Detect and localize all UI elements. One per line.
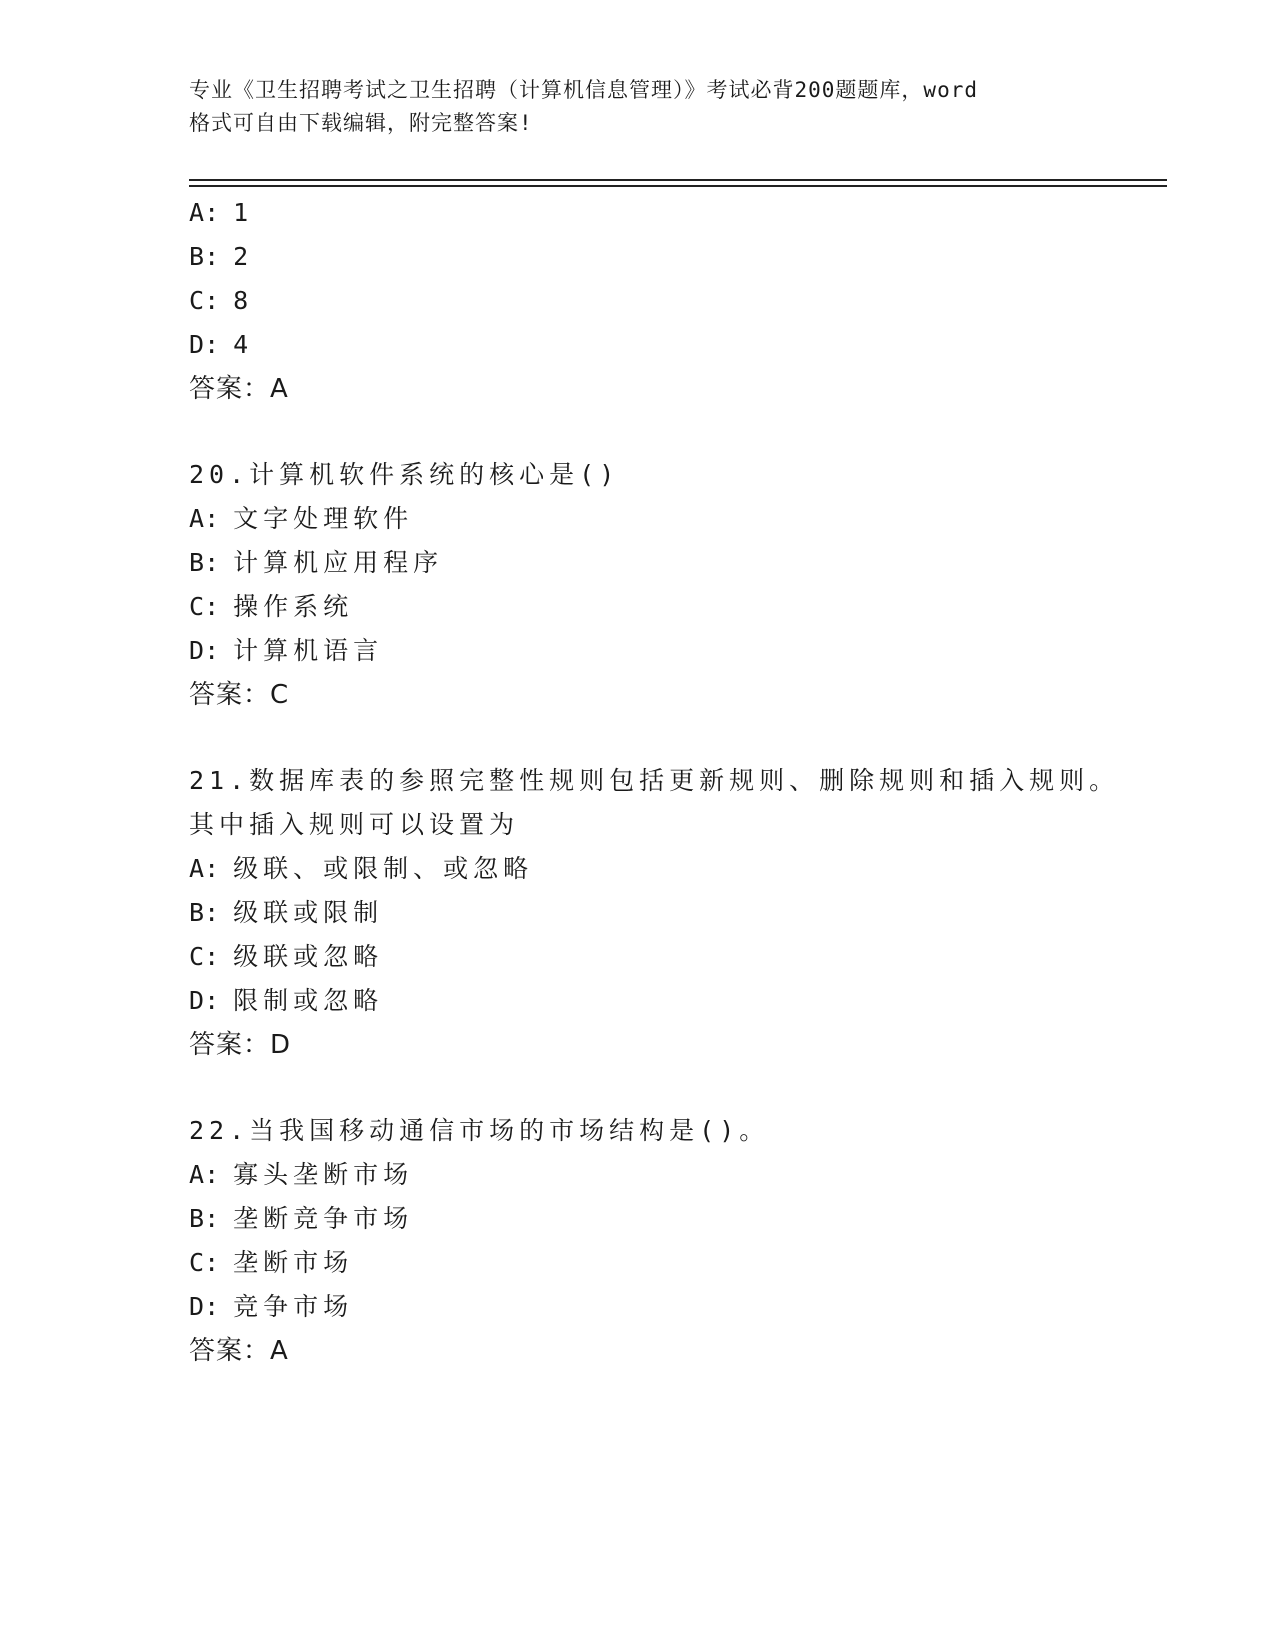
q20-option-b: B: 计算机应用程序: [189, 548, 444, 577]
q20-option-d-text: 计算机语言: [233, 636, 384, 665]
q20-option-c-text: 操作系统: [233, 592, 354, 621]
header-divider-top: [189, 179, 1167, 181]
q22-option-d-text: 竞争市场: [233, 1292, 354, 1321]
q19-option-c-text: 8: [233, 286, 254, 315]
q19-option-c: C: 8: [189, 286, 254, 315]
q20-option-a: A: 文字处理软件: [189, 504, 414, 533]
q22-option-b-text: 垄断竞争市场: [233, 1204, 414, 1233]
header-line-2: 格式可自由下载编辑，附完整答案!: [189, 111, 533, 135]
q20-option-a-text: 文字处理软件: [233, 504, 414, 533]
q21-question-line-2: 其中插入规则可以设置为: [189, 810, 520, 839]
q19-answer: 答案：A: [189, 374, 289, 404]
q21-option-c: C: 级联或忽略: [189, 942, 384, 971]
q22-option-b: B: 垄断竞争市场: [189, 1204, 414, 1233]
q19-option-a: A: 1: [189, 198, 254, 227]
q21-question-line-1: 21.数据库表的参照完整性规则包括更新规则、删除规则和插入规则。: [189, 766, 1120, 795]
q22-option-a-text: 寡头垄断市场: [233, 1160, 414, 1189]
q20-option-d: D: 计算机语言: [189, 636, 384, 665]
q21-option-b: B: 级联或限制: [189, 898, 384, 927]
q19-option-b-text: 2: [233, 242, 254, 271]
header-line-1: 专业《卫生招聘考试之卫生招聘（计算机信息管理）》考试必背200题题库，word: [189, 78, 978, 102]
q21-option-b-text: 级联或限制: [233, 898, 384, 927]
q21-option-d: D: 限制或忽略: [189, 986, 384, 1015]
document-header: [189, 74, 1089, 140]
q20-question: 20.计算机软件系统的核心是(): [189, 460, 620, 489]
q21-option-d-text: 限制或忽略: [233, 986, 384, 1015]
q19-option-b: B: 2: [189, 242, 254, 271]
q21-answer: 答案：D: [189, 1030, 292, 1060]
q20-option-b-text: 计算机应用程序: [233, 548, 444, 577]
q19-option-a-text: 1: [233, 198, 254, 227]
q20-option-c: C: 操作系统: [189, 592, 354, 621]
q21-option-a-text: 级联、或限制、或忽略: [233, 854, 534, 883]
q21-option-a: A: 级联、或限制、或忽略: [189, 854, 534, 883]
q22-option-a: A: 寡头垄断市场: [189, 1160, 414, 1189]
q21-option-c-text: 级联或忽略: [233, 942, 384, 971]
q22-answer: 答案：A: [189, 1336, 289, 1366]
q22-option-c-text: 垄断市场: [233, 1248, 354, 1277]
q20-answer: 答案：C: [189, 680, 290, 710]
q22-option-d: D: 竞争市场: [189, 1292, 354, 1321]
q22-option-c: C: 垄断市场: [189, 1248, 354, 1277]
q19-option-d-text: 4: [233, 330, 254, 359]
header-divider-bottom: [189, 185, 1167, 187]
q22-question: 22.当我国移动通信市场的市场结构是()。: [189, 1116, 770, 1145]
q19-option-d: D: 4: [189, 330, 254, 359]
